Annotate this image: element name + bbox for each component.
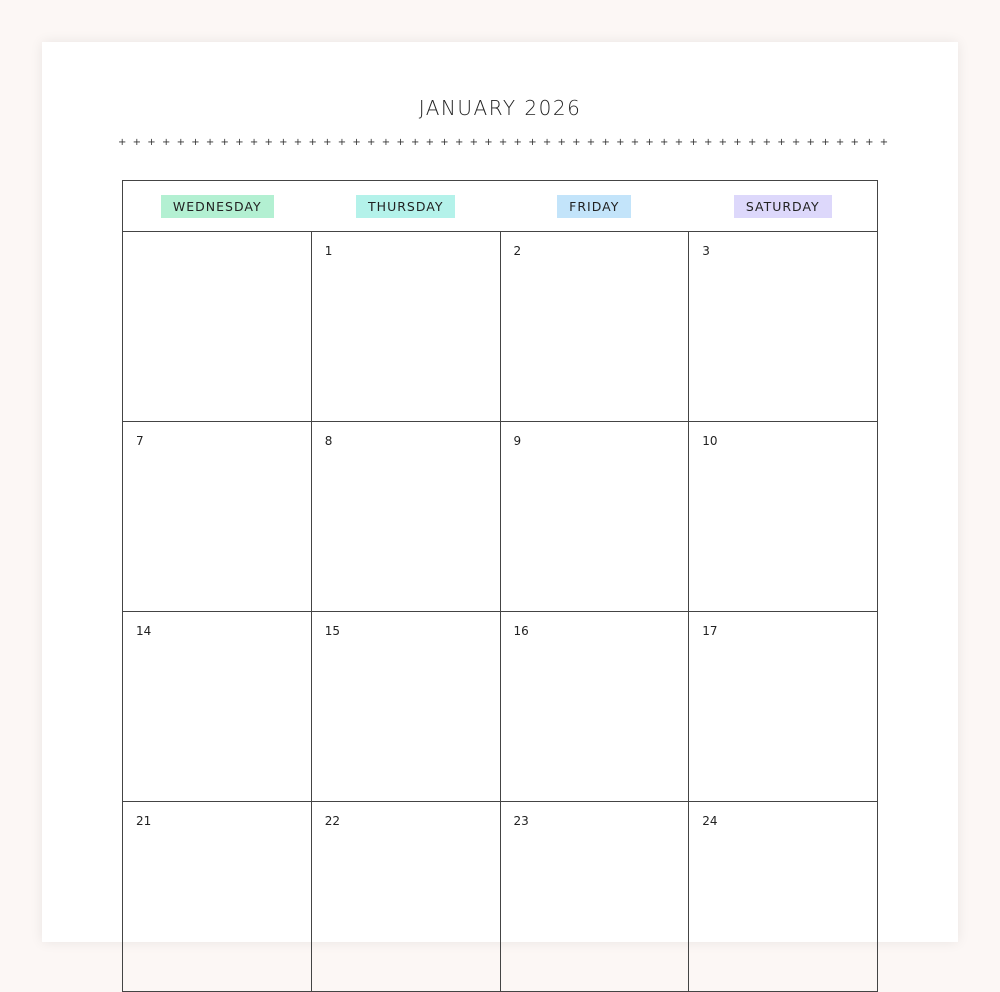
- day-number: 17: [702, 624, 718, 638]
- plus-icon: +: [440, 137, 449, 148]
- plus-icon: +: [777, 137, 786, 148]
- plus-icon: +: [733, 137, 742, 148]
- plus-icon: +: [674, 137, 684, 148]
- week-row: [123, 612, 877, 802]
- plus-icon: +: [601, 137, 610, 148]
- plus-icon: +: [850, 137, 859, 148]
- day-cell[interactable]: [312, 612, 501, 801]
- plus-icon: +: [118, 137, 127, 148]
- plus-icon: +: [469, 137, 478, 148]
- day-number: 9: [513, 434, 522, 448]
- weekday-thursday: THURSDAY: [356, 195, 455, 218]
- plus-icon: +: [762, 137, 771, 148]
- plus-icon: +: [586, 137, 596, 148]
- day-cell[interactable]: [123, 802, 312, 991]
- day-number: 2: [513, 244, 522, 258]
- plus-icon: +: [220, 137, 229, 148]
- plus-icon: +: [132, 137, 142, 148]
- plus-icon: +: [528, 137, 537, 148]
- day-number: 15: [324, 624, 341, 638]
- decorative-plus-divider: [118, 136, 889, 150]
- day-number: 21: [136, 814, 152, 828]
- plus-icon: +: [323, 137, 332, 148]
- day-cell[interactable]: [123, 612, 312, 801]
- plus-icon: +: [630, 137, 640, 148]
- day-cell[interactable]: [689, 612, 877, 801]
- plus-icon: +: [879, 137, 889, 148]
- weekday-header: [123, 181, 877, 232]
- day-number: 22: [324, 814, 341, 828]
- plus-icon: +: [660, 137, 669, 148]
- plus-icon: +: [264, 137, 273, 148]
- plus-icon: +: [235, 137, 244, 148]
- day-cell[interactable]: [501, 612, 690, 801]
- plus-icon: +: [176, 137, 185, 148]
- plus-icon: +: [249, 137, 259, 148]
- weekday-saturday: SATURDAY: [734, 195, 832, 218]
- plus-icon: +: [498, 137, 508, 148]
- plus-icon: +: [352, 137, 361, 148]
- plus-icon: +: [865, 137, 874, 148]
- plus-icon: +: [806, 137, 815, 148]
- plus-icon: +: [161, 137, 171, 148]
- plus-icon: +: [513, 137, 522, 148]
- day-cell[interactable]: [689, 232, 877, 421]
- week-row: [123, 422, 877, 612]
- plus-icon: +: [337, 137, 347, 148]
- week-row: [123, 232, 877, 422]
- plus-icon: +: [308, 137, 317, 148]
- weekday-friday: FRIDAY: [557, 195, 631, 218]
- plus-icon: +: [704, 137, 713, 148]
- day-cell[interactable]: [123, 232, 312, 421]
- plus-icon: +: [645, 137, 654, 148]
- plus-icon: +: [689, 137, 698, 148]
- day-number: 3: [702, 244, 710, 258]
- day-number: 24: [702, 814, 718, 828]
- plus-icon: +: [411, 137, 420, 148]
- plus-icon: +: [147, 137, 156, 148]
- day-cell[interactable]: [312, 802, 501, 991]
- day-cell[interactable]: [312, 422, 501, 611]
- calendar-grid: [122, 180, 878, 992]
- plus-icon: +: [484, 137, 493, 148]
- day-number: 8: [324, 434, 333, 448]
- plus-icon: +: [542, 137, 552, 148]
- plus-icon: +: [381, 137, 391, 148]
- plus-icon: +: [718, 137, 728, 148]
- plus-icon: +: [747, 137, 757, 148]
- day-cell[interactable]: [501, 232, 690, 421]
- day-number: 23: [513, 814, 529, 828]
- weekday-wednesday: WEDNESDAY: [161, 195, 274, 218]
- day-cell[interactable]: [689, 422, 877, 611]
- plus-icon: +: [367, 137, 376, 148]
- day-cell[interactable]: [689, 802, 877, 991]
- plus-icon: +: [572, 137, 581, 148]
- plus-icon: +: [205, 137, 215, 148]
- plus-icon: +: [791, 137, 801, 148]
- day-number: 16: [513, 624, 529, 638]
- day-cell[interactable]: [501, 422, 690, 611]
- plus-icon: +: [279, 137, 288, 148]
- plus-icon: +: [557, 137, 566, 148]
- week-row: [123, 802, 877, 992]
- plus-icon: +: [821, 137, 830, 148]
- plus-icon: +: [191, 137, 200, 148]
- day-number: 1: [324, 244, 333, 258]
- day-number: 10: [702, 434, 718, 448]
- plus-icon: +: [616, 137, 625, 148]
- day-number: 14: [136, 624, 152, 638]
- plus-icon: +: [293, 137, 303, 148]
- month-title: JANUARY 2026: [418, 96, 582, 120]
- day-number: 7: [136, 434, 144, 448]
- plus-icon: +: [835, 137, 845, 148]
- day-cell[interactable]: [501, 802, 690, 991]
- plus-icon: +: [425, 137, 435, 148]
- plus-icon: +: [454, 137, 464, 148]
- day-cell[interactable]: [312, 232, 501, 421]
- day-cell[interactable]: [123, 422, 312, 611]
- plus-icon: +: [396, 137, 405, 148]
